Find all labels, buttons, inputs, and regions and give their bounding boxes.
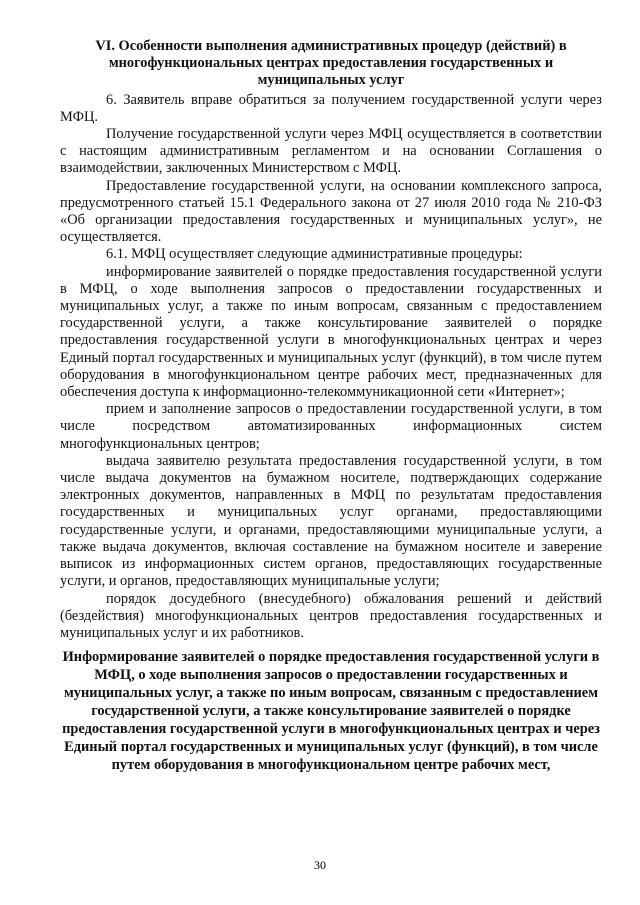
list-item-informing: информирование заявителей о порядке предоставления государственной услуги в МФЦ, о ходе выполнения запросов о предоставлении государственных и муниципальных услуг, а также по иным вопросам, связанным с предоставлением государственной услуги, а также консультирование заявителей о порядке предоставления государственной услуги в многофункциональных центрах и через Единый портал государственных и муниципальных услуг (функций), в том числе путем оборудования в многофункциональном центре рабочих мест, предназначенных для обеспечения доступа к информационно-телекоммуникационной сети «Интернет»; — [60, 263, 602, 401]
paragraph-6: 6. Заявитель вправе обратиться за получением государственной услуги через МФЦ. — [60, 91, 602, 125]
list-item-appeal: порядок досудебного (внесудебного) обжалования решений и действий (бездействия) многофункциональных центров предоставления государственных и муниципальных услуг и их работников. — [60, 590, 602, 641]
page-number: 30 — [314, 858, 326, 872]
paragraph-6-1: 6.1. МФЦ осуществляет следующие административные процедуры: — [106, 246, 523, 263]
paragraph-complex-request: Предоставление государственной услуги, на основании комплексного запроса, предусмотренного статьей 15.1 Федерального закона от 27 июля 2010 года № 210-ФЗ «Об организации предоставления государственных и муниципальных услуг», не осуществляется. — [60, 177, 602, 246]
section-heading: VI. Особенности выполнения административных процедур (действий) в многофункциональных центрах предоставления государственных и муниципальных услуг — [95, 38, 567, 89]
list-item-issuance: выдача заявителю результата предоставления государственной услуги, в том числе выдача документов на бумажном носителе, подтверждающих содержание электронных документов, направленных в МФЦ по результатам предоставления государственных и муниципальных услуг органами, предоставляющими государственные услуги, и органами, предоставляющими муниципальные услуги, а также выдача документов, включая составление на бумажном носителе и заверение выписок из информационных систем органов, предоставляющих государственные услуги, и органов, предоставляющих муниципальные услуги; — [60, 452, 602, 590]
paragraph-mfc-basis: Получение государственной услуги через МФЦ осуществляется в соответствии с настоящим административным регламентом и на основании Соглашения о взаимодействии, заключенных Министерством с МФЦ. — [60, 126, 602, 177]
list-item-reception: прием и заполнение запросов о предоставлении государственной услуги, в том числе посредством автоматизированных информационных систем многофункциональных центров; — [60, 401, 602, 452]
subsection-heading: Информирование заявителей о порядке предоставления государственной услуги в МФЦ, о ходе выполнения запросов о предоставлении государственных и муниципальных услуг, а также по иным вопросам, связанным с предоставлением государственной услуги, а также консультирование заявителей о порядке предоставления государственной услуги в многофункциональных центрах и через Единый портал государственных и муниципальных услуг (функций), в том числе путем оборудования в многофункциональном центре рабочих мест, — [62, 649, 600, 774]
